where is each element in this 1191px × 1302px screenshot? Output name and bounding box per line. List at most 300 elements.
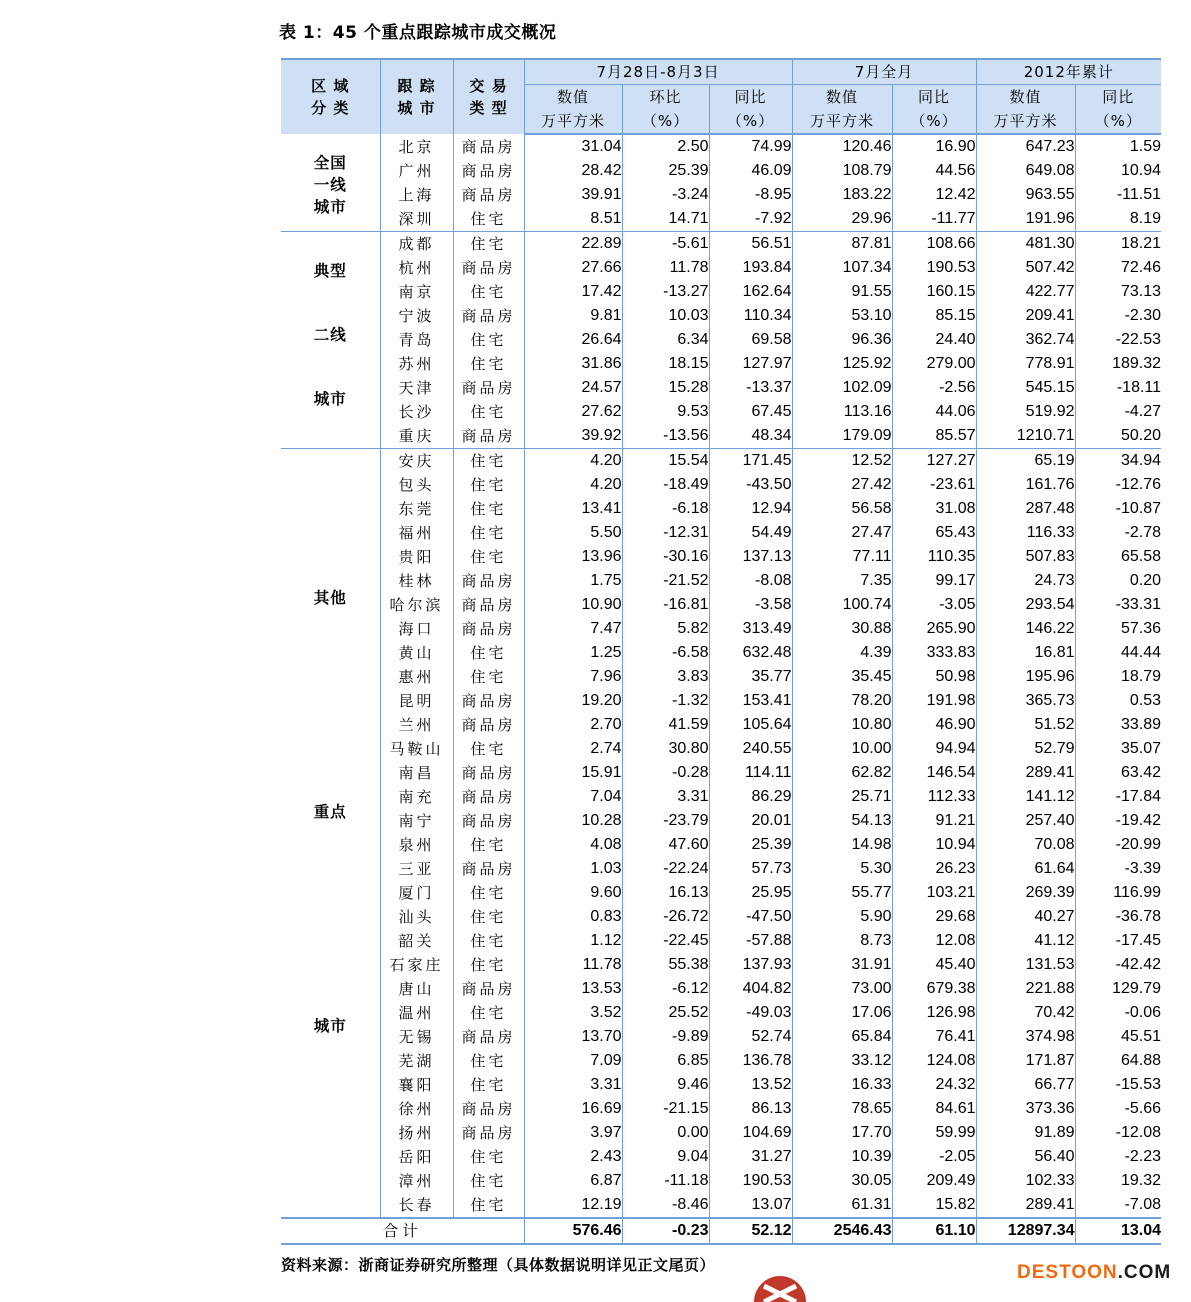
value-cell: 10.28 bbox=[524, 809, 622, 833]
value-cell: -0.06 bbox=[1075, 1001, 1161, 1025]
source-note: 资料来源：浙商证券研究所整理（具体数据说明详见正文尾页） bbox=[281, 1256, 716, 1274]
value-cell: 162.64 bbox=[709, 280, 792, 304]
value-cell: 13.96 bbox=[524, 545, 622, 569]
city-name: 南宁 bbox=[380, 809, 453, 833]
value-cell: 257.40 bbox=[976, 809, 1075, 833]
value-cell: 0.00 bbox=[622, 1121, 709, 1145]
value-cell: 240.55 bbox=[709, 737, 792, 761]
value-cell: 44.06 bbox=[892, 400, 976, 424]
transaction-type: 商品房 bbox=[453, 689, 524, 713]
value-cell: 5.82 bbox=[622, 617, 709, 641]
value-cell: 19.20 bbox=[524, 689, 622, 713]
value-cell: 85.57 bbox=[892, 424, 976, 449]
city-name: 桂林 bbox=[380, 569, 453, 593]
value-cell: 25.39 bbox=[709, 833, 792, 857]
transaction-type: 商品房 bbox=[453, 1121, 524, 1145]
table-row bbox=[281, 857, 1161, 881]
value-cell: 33.12 bbox=[792, 1049, 892, 1073]
value-cell: 39.91 bbox=[524, 183, 622, 207]
value-cell: -11.51 bbox=[1075, 183, 1161, 207]
value-cell: -13.56 bbox=[622, 424, 709, 449]
transaction-type: 商品房 bbox=[453, 617, 524, 641]
city-name: 芜湖 bbox=[380, 1049, 453, 1073]
city-name: 成都 bbox=[380, 232, 453, 257]
table-row bbox=[281, 521, 1161, 545]
value-cell: 153.41 bbox=[709, 689, 792, 713]
table-row bbox=[281, 929, 1161, 953]
value-cell: 24.32 bbox=[892, 1073, 976, 1097]
value-cell: -16.81 bbox=[622, 593, 709, 617]
value-cell: 4.20 bbox=[524, 473, 622, 497]
city-name: 汕头 bbox=[380, 905, 453, 929]
table-row bbox=[281, 1049, 1161, 1073]
value-cell: 53.10 bbox=[792, 304, 892, 328]
value-cell: 30.88 bbox=[792, 617, 892, 641]
value-cell: 47.60 bbox=[622, 833, 709, 857]
transaction-type: 住宅 bbox=[453, 497, 524, 521]
value-cell: 131.53 bbox=[976, 953, 1075, 977]
city-name: 兰州 bbox=[380, 713, 453, 737]
value-cell: 91.89 bbox=[976, 1121, 1075, 1145]
value-cell: -2.56 bbox=[892, 376, 976, 400]
value-cell: 171.45 bbox=[709, 449, 792, 474]
city-name: 韶关 bbox=[380, 929, 453, 953]
value-cell: 373.36 bbox=[976, 1097, 1075, 1121]
value-cell: -17.45 bbox=[1075, 929, 1161, 953]
table-row bbox=[281, 761, 1161, 785]
value-cell: 74.99 bbox=[709, 134, 792, 159]
transaction-type: 商品房 bbox=[453, 785, 524, 809]
city-name: 深圳 bbox=[380, 207, 453, 232]
table-row bbox=[281, 617, 1161, 641]
total-year-value: 12897.34 bbox=[976, 1218, 1075, 1244]
header-week-value: 数值 bbox=[524, 85, 622, 110]
transaction-type: 住宅 bbox=[453, 905, 524, 929]
value-cell: -2.30 bbox=[1075, 304, 1161, 328]
value-cell: -49.03 bbox=[709, 1001, 792, 1025]
header-week-mom: 环比 bbox=[622, 85, 709, 110]
value-cell: 17.06 bbox=[792, 1001, 892, 1025]
table-row bbox=[281, 1121, 1161, 1145]
region-label: 全国 bbox=[313, 154, 347, 172]
transaction-type: 住宅 bbox=[453, 280, 524, 304]
value-cell: -2.05 bbox=[892, 1145, 976, 1169]
value-cell: 10.03 bbox=[622, 304, 709, 328]
value-cell: 96.36 bbox=[792, 328, 892, 352]
table-row bbox=[281, 809, 1161, 833]
city-name: 福州 bbox=[380, 521, 453, 545]
table-row bbox=[281, 424, 1161, 449]
value-cell: 26.64 bbox=[524, 328, 622, 352]
value-cell: 11.78 bbox=[622, 256, 709, 280]
value-cell: 56.51 bbox=[709, 232, 792, 257]
value-cell: -5.66 bbox=[1075, 1097, 1161, 1121]
value-cell: 179.09 bbox=[792, 424, 892, 449]
city-name: 石家庄 bbox=[380, 953, 453, 977]
value-cell: 649.08 bbox=[976, 159, 1075, 183]
table-row bbox=[281, 977, 1161, 1001]
value-cell: 190.53 bbox=[709, 1169, 792, 1193]
table-row bbox=[281, 207, 1161, 232]
value-cell: 67.45 bbox=[709, 400, 792, 424]
value-cell: 12.52 bbox=[792, 449, 892, 474]
table-row bbox=[281, 737, 1161, 761]
value-cell: 29.68 bbox=[892, 905, 976, 929]
value-cell: 78.20 bbox=[792, 689, 892, 713]
value-cell: 9.60 bbox=[524, 881, 622, 905]
value-cell: 12.42 bbox=[892, 183, 976, 207]
value-cell: 27.62 bbox=[524, 400, 622, 424]
table-row bbox=[281, 1169, 1161, 1193]
value-cell: 107.34 bbox=[792, 256, 892, 280]
transaction-type: 住宅 bbox=[453, 328, 524, 352]
value-cell: 12.94 bbox=[709, 497, 792, 521]
value-cell: 85.15 bbox=[892, 304, 976, 328]
unit-year-yoy: （%） bbox=[1075, 109, 1161, 134]
value-cell: 3.97 bbox=[524, 1121, 622, 1145]
city-name: 东莞 bbox=[380, 497, 453, 521]
value-cell: 632.48 bbox=[709, 641, 792, 665]
value-cell: 110.35 bbox=[892, 545, 976, 569]
value-cell: 57.73 bbox=[709, 857, 792, 881]
transaction-type: 商品房 bbox=[453, 593, 524, 617]
region-label: 城市 bbox=[313, 390, 347, 408]
value-cell: 422.77 bbox=[976, 280, 1075, 304]
value-cell: 10.94 bbox=[1075, 159, 1161, 183]
value-cell: 2.43 bbox=[524, 1145, 622, 1169]
value-cell: -3.24 bbox=[622, 183, 709, 207]
table-row bbox=[281, 183, 1161, 207]
unit-week-mom: （%） bbox=[622, 109, 709, 134]
value-cell: -3.05 bbox=[892, 593, 976, 617]
value-cell: 34.94 bbox=[1075, 449, 1161, 474]
unit-week-value: 万平方米 bbox=[524, 109, 622, 134]
value-cell: 69.58 bbox=[709, 328, 792, 352]
watermark-logo-icon bbox=[748, 1272, 812, 1302]
transaction-type: 商品房 bbox=[453, 977, 524, 1001]
value-cell: 113.16 bbox=[792, 400, 892, 424]
value-cell: 105.64 bbox=[709, 713, 792, 737]
header-month-yoy: 同比 bbox=[892, 85, 976, 110]
transaction-type: 住宅 bbox=[453, 881, 524, 905]
value-cell: 365.73 bbox=[976, 689, 1075, 713]
table-row bbox=[281, 280, 1161, 304]
value-cell: 25.39 bbox=[622, 159, 709, 183]
value-cell: 31.27 bbox=[709, 1145, 792, 1169]
value-cell: 1.25 bbox=[524, 641, 622, 665]
value-cell: 0.53 bbox=[1075, 689, 1161, 713]
value-cell: -20.99 bbox=[1075, 833, 1161, 857]
value-cell: -0.28 bbox=[622, 761, 709, 785]
city-name: 包头 bbox=[380, 473, 453, 497]
transaction-type: 住宅 bbox=[453, 1073, 524, 1097]
value-cell: 91.21 bbox=[892, 809, 976, 833]
value-cell: 18.79 bbox=[1075, 665, 1161, 689]
transaction-type: 商品房 bbox=[453, 809, 524, 833]
value-cell: -22.53 bbox=[1075, 328, 1161, 352]
total-week-mom: -0.23 bbox=[622, 1218, 709, 1244]
table-row bbox=[281, 881, 1161, 905]
table-row bbox=[281, 473, 1161, 497]
table-row bbox=[281, 1193, 1161, 1218]
value-cell: 7.09 bbox=[524, 1049, 622, 1073]
value-cell: 279.00 bbox=[892, 352, 976, 376]
value-cell: -1.32 bbox=[622, 689, 709, 713]
value-cell: 116.99 bbox=[1075, 881, 1161, 905]
value-cell: 108.66 bbox=[892, 232, 976, 257]
value-cell: 59.99 bbox=[892, 1121, 976, 1145]
city-name: 哈尔滨 bbox=[380, 593, 453, 617]
city-name: 惠州 bbox=[380, 665, 453, 689]
value-cell: 190.53 bbox=[892, 256, 976, 280]
table-row bbox=[281, 641, 1161, 665]
value-cell: 15.82 bbox=[892, 1193, 976, 1218]
table-row bbox=[281, 1073, 1161, 1097]
total-row bbox=[281, 1218, 1161, 1244]
value-cell: 195.96 bbox=[976, 665, 1075, 689]
value-cell: 183.22 bbox=[792, 183, 892, 207]
value-cell: 16.33 bbox=[792, 1073, 892, 1097]
transaction-type: 住宅 bbox=[453, 449, 524, 474]
value-cell: -22.45 bbox=[622, 929, 709, 953]
value-cell: 10.94 bbox=[892, 833, 976, 857]
value-cell: -23.79 bbox=[622, 809, 709, 833]
value-cell: 26.23 bbox=[892, 857, 976, 881]
table-row bbox=[281, 1097, 1161, 1121]
table-row bbox=[281, 593, 1161, 617]
header-week-yoy: 同比 bbox=[709, 85, 792, 110]
table-row bbox=[281, 545, 1161, 569]
value-cell: 265.90 bbox=[892, 617, 976, 641]
city-name: 徐州 bbox=[380, 1097, 453, 1121]
transaction-type: 住宅 bbox=[453, 953, 524, 977]
value-cell: 5.50 bbox=[524, 521, 622, 545]
transaction-type: 住宅 bbox=[453, 665, 524, 689]
value-cell: 778.91 bbox=[976, 352, 1075, 376]
value-cell: 963.55 bbox=[976, 183, 1075, 207]
value-cell: -12.76 bbox=[1075, 473, 1161, 497]
city-name: 长春 bbox=[380, 1193, 453, 1218]
city-name: 上海 bbox=[380, 183, 453, 207]
value-cell: 679.38 bbox=[892, 977, 976, 1001]
city-name: 昆明 bbox=[380, 689, 453, 713]
value-cell: 50.98 bbox=[892, 665, 976, 689]
value-cell: 293.54 bbox=[976, 593, 1075, 617]
value-cell: -10.87 bbox=[1075, 497, 1161, 521]
value-cell: 54.49 bbox=[709, 521, 792, 545]
transaction-type: 商品房 bbox=[453, 256, 524, 280]
value-cell: 313.49 bbox=[709, 617, 792, 641]
value-cell: 66.77 bbox=[976, 1073, 1075, 1097]
value-cell: -42.42 bbox=[1075, 953, 1161, 977]
transaction-type: 商品房 bbox=[453, 1025, 524, 1049]
value-cell: 647.23 bbox=[976, 134, 1075, 159]
city-name: 无锡 bbox=[380, 1025, 453, 1049]
table-row bbox=[281, 400, 1161, 424]
value-cell: 2.74 bbox=[524, 737, 622, 761]
city-name: 长沙 bbox=[380, 400, 453, 424]
table-row bbox=[281, 569, 1161, 593]
value-cell: 289.41 bbox=[976, 1193, 1075, 1218]
city-name: 扬州 bbox=[380, 1121, 453, 1145]
value-cell: 24.57 bbox=[524, 376, 622, 400]
value-cell: 31.08 bbox=[892, 497, 976, 521]
value-cell: 146.54 bbox=[892, 761, 976, 785]
value-cell: 65.58 bbox=[1075, 545, 1161, 569]
value-cell: 0.20 bbox=[1075, 569, 1161, 593]
table-row bbox=[281, 1001, 1161, 1025]
unit-month-value: 万平方米 bbox=[792, 109, 892, 134]
value-cell: 103.21 bbox=[892, 881, 976, 905]
value-cell: 27.66 bbox=[524, 256, 622, 280]
transaction-type: 住宅 bbox=[453, 1169, 524, 1193]
region-label: 城市 bbox=[313, 198, 347, 216]
value-cell: 3.83 bbox=[622, 665, 709, 689]
site-logo[interactable] bbox=[1017, 1262, 1171, 1284]
city-name: 黄山 bbox=[380, 641, 453, 665]
value-cell: -4.27 bbox=[1075, 400, 1161, 424]
value-cell: 10.80 bbox=[792, 713, 892, 737]
header-type: 交 易 类 型 bbox=[453, 59, 524, 134]
table-row bbox=[281, 953, 1161, 977]
value-cell: -26.72 bbox=[622, 905, 709, 929]
value-cell: 18.21 bbox=[1075, 232, 1161, 257]
value-cell: 39.92 bbox=[524, 424, 622, 449]
value-cell: -21.15 bbox=[622, 1097, 709, 1121]
value-cell: -6.18 bbox=[622, 497, 709, 521]
value-cell: 269.39 bbox=[976, 881, 1075, 905]
value-cell: 5.90 bbox=[792, 905, 892, 929]
value-cell: -8.46 bbox=[622, 1193, 709, 1218]
value-cell: 91.55 bbox=[792, 280, 892, 304]
value-cell: 63.42 bbox=[1075, 761, 1161, 785]
value-cell: 25.71 bbox=[792, 785, 892, 809]
value-cell: 136.78 bbox=[709, 1049, 792, 1073]
value-cell: 7.04 bbox=[524, 785, 622, 809]
transaction-type: 住宅 bbox=[453, 400, 524, 424]
value-cell: -36.78 bbox=[1075, 905, 1161, 929]
value-cell: 25.95 bbox=[709, 881, 792, 905]
value-cell: -7.08 bbox=[1075, 1193, 1161, 1218]
table-row bbox=[281, 328, 1161, 352]
value-cell: 374.98 bbox=[976, 1025, 1075, 1049]
value-cell: 45.40 bbox=[892, 953, 976, 977]
table-row bbox=[281, 713, 1161, 737]
value-cell: 108.79 bbox=[792, 159, 892, 183]
value-cell: 13.07 bbox=[709, 1193, 792, 1218]
value-cell: 94.94 bbox=[892, 737, 976, 761]
transaction-type: 商品房 bbox=[453, 183, 524, 207]
transaction-type: 商品房 bbox=[453, 761, 524, 785]
value-cell: 16.81 bbox=[976, 641, 1075, 665]
value-cell: 84.61 bbox=[892, 1097, 976, 1121]
value-cell: 27.47 bbox=[792, 521, 892, 545]
value-cell: 11.78 bbox=[524, 953, 622, 977]
value-cell: 33.89 bbox=[1075, 713, 1161, 737]
region-label: 典型 bbox=[313, 262, 347, 280]
table-row bbox=[281, 905, 1161, 929]
region-cell bbox=[281, 134, 380, 232]
transaction-type: 住宅 bbox=[453, 929, 524, 953]
value-cell: 13.41 bbox=[524, 497, 622, 521]
value-cell: 4.20 bbox=[524, 449, 622, 474]
value-cell: 29.96 bbox=[792, 207, 892, 232]
value-cell: 161.76 bbox=[976, 473, 1075, 497]
transaction-type: 住宅 bbox=[453, 1001, 524, 1025]
value-cell: 100.74 bbox=[792, 593, 892, 617]
value-cell: -57.88 bbox=[709, 929, 792, 953]
value-cell: -7.92 bbox=[709, 207, 792, 232]
value-cell: 19.32 bbox=[1075, 1169, 1161, 1193]
value-cell: 1.03 bbox=[524, 857, 622, 881]
value-cell: 17.42 bbox=[524, 280, 622, 304]
value-cell: 40.27 bbox=[976, 905, 1075, 929]
value-cell: 9.81 bbox=[524, 304, 622, 328]
city-name: 襄阳 bbox=[380, 1073, 453, 1097]
table-row bbox=[281, 159, 1161, 183]
city-name: 马鞍山 bbox=[380, 737, 453, 761]
value-cell: -12.08 bbox=[1075, 1121, 1161, 1145]
value-cell: -2.78 bbox=[1075, 521, 1161, 545]
value-cell: 9.04 bbox=[622, 1145, 709, 1169]
city-name: 泉州 bbox=[380, 833, 453, 857]
value-cell: 27.42 bbox=[792, 473, 892, 497]
value-cell: 333.83 bbox=[892, 641, 976, 665]
table-row bbox=[281, 1025, 1161, 1049]
transaction-type: 住宅 bbox=[453, 352, 524, 376]
value-cell: 52.79 bbox=[976, 737, 1075, 761]
value-cell: 48.34 bbox=[709, 424, 792, 449]
value-cell: 7.47 bbox=[524, 617, 622, 641]
value-cell: 78.65 bbox=[792, 1097, 892, 1121]
value-cell: 20.01 bbox=[709, 809, 792, 833]
value-cell: 3.31 bbox=[622, 785, 709, 809]
header-region: 区 域 分 类 bbox=[281, 59, 380, 134]
transaction-type: 商品房 bbox=[453, 159, 524, 183]
table-row bbox=[281, 449, 1161, 474]
table-row bbox=[281, 689, 1161, 713]
transaction-type: 住宅 bbox=[453, 521, 524, 545]
value-cell: 44.56 bbox=[892, 159, 976, 183]
value-cell: 404.82 bbox=[709, 977, 792, 1001]
value-cell: 55.38 bbox=[622, 953, 709, 977]
city-name: 青岛 bbox=[380, 328, 453, 352]
value-cell: 30.80 bbox=[622, 737, 709, 761]
value-cell: 112.33 bbox=[892, 785, 976, 809]
value-cell: 137.93 bbox=[709, 953, 792, 977]
city-name: 北京 bbox=[380, 134, 453, 159]
value-cell: 545.15 bbox=[976, 376, 1075, 400]
value-cell: 1.12 bbox=[524, 929, 622, 953]
value-cell: -3.39 bbox=[1075, 857, 1161, 881]
city-transactions-table bbox=[281, 58, 1161, 1245]
value-cell: 41.59 bbox=[622, 713, 709, 737]
header-group-week: 7月28日-8月3日 bbox=[524, 59, 792, 85]
value-cell: 10.39 bbox=[792, 1145, 892, 1169]
value-cell: 13.53 bbox=[524, 977, 622, 1001]
value-cell: 57.36 bbox=[1075, 617, 1161, 641]
value-cell: 12.08 bbox=[892, 929, 976, 953]
value-cell: 86.29 bbox=[709, 785, 792, 809]
value-cell: 7.96 bbox=[524, 665, 622, 689]
value-cell: -15.53 bbox=[1075, 1073, 1161, 1097]
city-name: 广州 bbox=[380, 159, 453, 183]
region-label: 城市 bbox=[313, 1017, 347, 1035]
value-cell: 65.43 bbox=[892, 521, 976, 545]
value-cell: 73.00 bbox=[792, 977, 892, 1001]
value-cell: 72.46 bbox=[1075, 256, 1161, 280]
value-cell: 46.90 bbox=[892, 713, 976, 737]
